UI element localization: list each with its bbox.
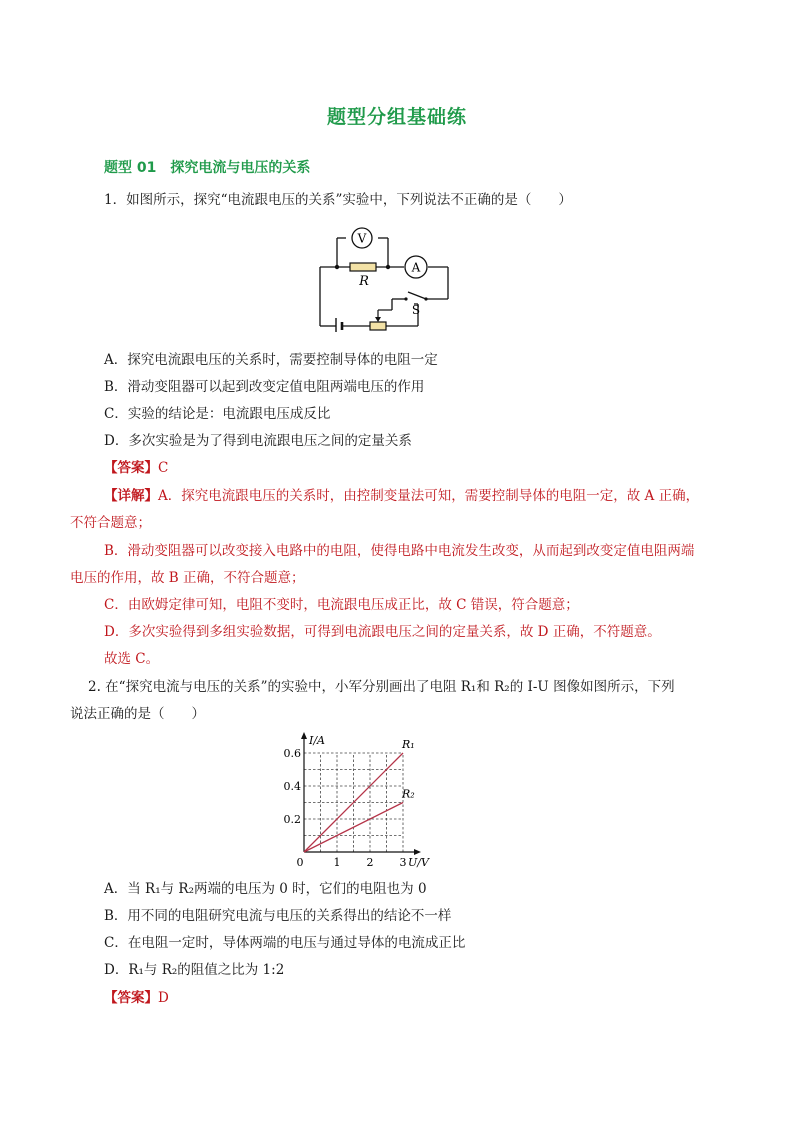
y-axis-label: I/A — [309, 734, 325, 747]
q2-option-a: A．当 R₁与 R₂两端的电压为 0 时，它们的电阻也为 0 — [104, 881, 427, 897]
y-tick-label: 0.2 — [283, 813, 301, 826]
q1-detail-line-2: 不符合题意； — [70, 515, 151, 531]
answer-value: D — [158, 990, 169, 1006]
q1-option-b: B．滑动变阻器可以起到改变定值电阻两端电压的作用 — [104, 379, 425, 395]
q1-answer — [104, 459, 168, 477]
q1-detail-line-4: 电压的作用，故 B 正确，不符合题意； — [70, 570, 305, 586]
q1-option-a: A．探究电流跟电压的关系时，需要控制导体的电阻一定 — [104, 352, 438, 368]
q2-iu-chart — [280, 728, 430, 877]
series-label-2: R₂ — [402, 787, 415, 801]
section-number: 题型 01 — [104, 160, 157, 176]
switch-label: S — [411, 303, 421, 317]
resistor-label: R — [359, 274, 369, 289]
q2-option-b: B．用不同的电阻研究电流与电压的关系得出的结论不一样 — [104, 908, 452, 924]
answer-tag: 【答案】 — [104, 460, 158, 476]
y-axis-arrow — [301, 732, 307, 739]
answer-value: C — [158, 460, 169, 476]
section-heading — [104, 157, 310, 177]
resistor-icon — [350, 263, 376, 271]
x-axis-arrow — [414, 849, 421, 855]
q1-detail-line-7: 故选 C。 — [104, 651, 160, 667]
q1-detail-line-6: D．多次实验得到多组实验数据，可得到电流跟电压之间的定量关系，故 D 正确，不符题意。 — [104, 624, 661, 640]
q2-answer — [104, 989, 169, 1007]
q2-stem-line-1: 2. 在“探究电流与电压的关系”的实验中，小军分别画出了电阻 R₁和 R₂的 I-U 图像如图所示，下列 — [88, 679, 675, 695]
series-label-1: R₁ — [402, 738, 415, 751]
q1-option-c: C．实验的结论是：电流跟电压成反比 — [104, 406, 331, 422]
x-tick-label: 3 — [399, 856, 407, 869]
ammeter-label: A — [411, 260, 421, 275]
x-tick-label: 1 — [333, 856, 341, 869]
q1-stem: 1．如图所示，探究“电流跟电压的关系”实验中，下列说法不正确的是（ ） — [104, 192, 572, 208]
q1-circuit-diagram — [310, 222, 460, 336]
q1-detail-line-5: C．由欧姆定律可知，电阻不变时，电流跟电压成正比，故 C 错误，符合题意； — [104, 597, 579, 613]
q1-detail-line-3: B．滑动变阻器可以改变接入电路中的电阻，使得电路中电流发生改变，从而起到改变定值电阻两端 — [104, 543, 695, 559]
q2-option-c: C．在电阻一定时，导体两端的电压与通过导体的电流成正比 — [104, 935, 466, 951]
voltmeter-label: V — [357, 231, 367, 246]
q1-detail-line-1: 【详解】A．探究电流跟电压的关系时，由控制变量法可知，需要控制导体的电阻一定，故 A 正确， — [104, 488, 700, 504]
x-tick-label: 2 — [366, 856, 374, 869]
y-tick-label: 0.6 — [283, 747, 301, 760]
y-tick-label: 0.4 — [283, 780, 301, 793]
rheostat-icon — [370, 322, 386, 330]
x-tick-label: 0 — [296, 856, 304, 869]
q2-stem-line-2: 说法正确的是（ ） — [70, 706, 205, 722]
page-title: 题型分组基础练 — [326, 106, 467, 128]
q1-option-d: D．多次实验是为了得到电流跟电压之间的定量关系 — [104, 433, 412, 449]
section-title: 探究电流与电压的关系 — [170, 160, 311, 176]
detail-tag: 【详解】 — [104, 488, 158, 504]
x-axis-label: U/V — [408, 856, 429, 869]
q2-option-d: D．R₁与 R₂的阻值之比为 1:2 — [104, 962, 285, 978]
answer-tag: 【答案】 — [104, 990, 158, 1006]
